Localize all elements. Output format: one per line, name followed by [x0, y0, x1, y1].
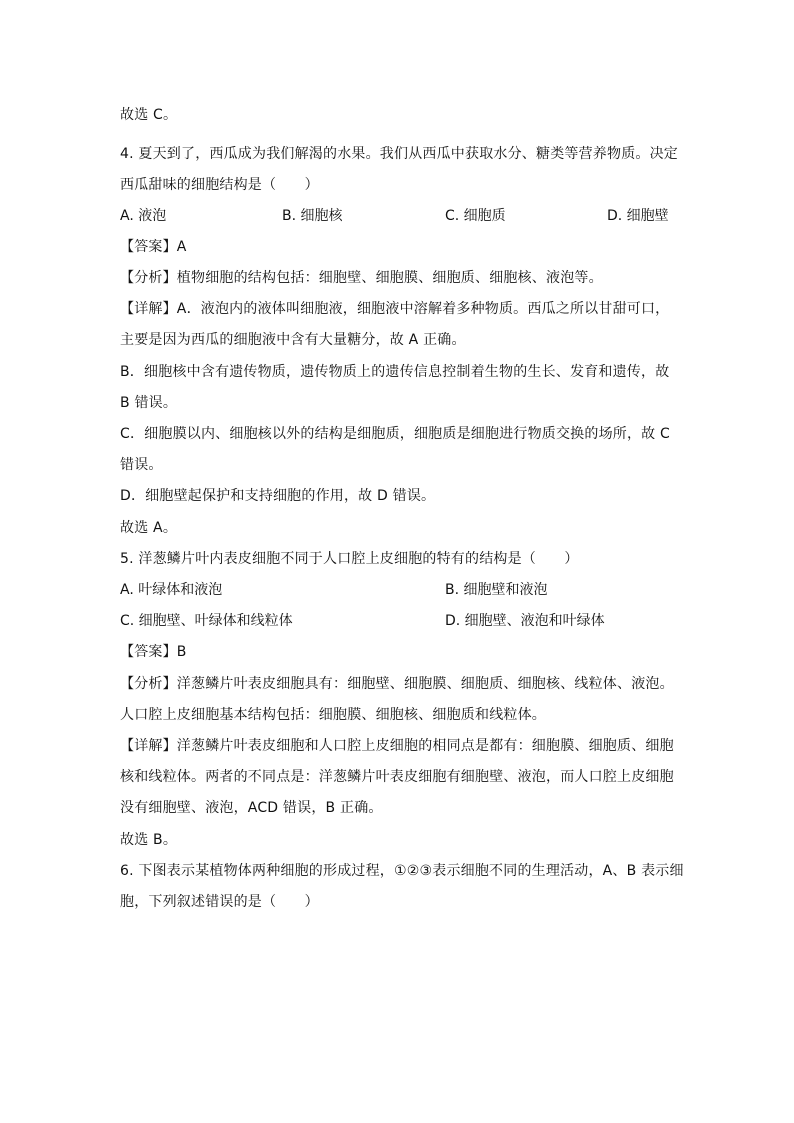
- q4-detail-line2: 主要是因为西瓜的细胞液中含有大量糖分，故 A 正确。: [120, 332, 466, 348]
- prev-conclusion: 故选 C。: [120, 107, 178, 123]
- q4-answer: 【答案】A: [120, 239, 187, 255]
- q5-option-c: C. 细胞壁、叶绿体和线粒体: [120, 613, 293, 629]
- q5-analysis-line2: 人口腔上皮细胞基本结构包括：细胞膜、细胞核、细胞质和线粒体。: [120, 707, 546, 723]
- q4-option-a: A. 液泡: [120, 208, 167, 224]
- q5-detail-line2: 核和线粒体。两者的不同点是：洋葱鳞片叶表皮细胞有细胞壁、液泡，而人口腔上皮细胞: [120, 769, 674, 785]
- q5-option-a: A. 叶绿体和液泡: [120, 582, 223, 598]
- q4-option-d: D. 细胞壁: [607, 208, 669, 224]
- q5-option-d: D. 细胞壁、液泡和叶绿体: [445, 613, 605, 629]
- q4-analysis: 【分析】植物细胞的结构包括：细胞壁、细胞膜、细胞质、细胞核、液泡等。: [120, 270, 603, 286]
- q5-detail-line1: 【详解】洋葱鳞片叶表皮细胞和人口腔上皮细胞的相同点是都有：细胞膜、细胞质、细胞: [120, 738, 674, 754]
- q5-analysis-line1: 【分析】洋葱鳞片叶表皮细胞具有：细胞壁、细胞膜、细胞质、细胞核、线粒体、液泡。: [120, 676, 674, 692]
- q4-detail-line4: B 错误。: [120, 395, 178, 411]
- q5-detail-line3: 没有细胞壁、液泡，ACD 错误，B 正确。: [120, 800, 383, 816]
- q4-detail-line1: 【详解】A．液泡内的液体叫细胞液，细胞液中溶解着多种物质。西瓜之所以甘甜可口，: [120, 301, 670, 317]
- q4-option-c: C. 细胞质: [445, 208, 506, 224]
- q4-stem-line2: 西瓜甜味的细胞结构是（ ）: [120, 177, 319, 193]
- q6-stem-line1: 6. 下图表示某植物体两种细胞的形成过程，①②③表示细胞不同的生理活动，A、B 表示细: [120, 863, 684, 879]
- q4-detail-line5: C．细胞膜以内、细胞核以外的结构是细胞质，细胞质是细胞进行物质交换的场所，故 C: [120, 426, 670, 442]
- q5-answer: 【答案】B: [120, 644, 187, 660]
- q4-stem-line1: 4. 夏天到了，西瓜成为我们解渴的水果。我们从西瓜中获取水分、糖类等营养物质。决定: [120, 146, 679, 162]
- q4-conclusion: 故选 A。: [120, 520, 178, 536]
- q6-stem-line2: 胞，下列叙述错误的是（ ）: [120, 894, 319, 910]
- q4-detail-line7: D．细胞壁起保护和支持细胞的作用，故 D 错误。: [120, 488, 436, 504]
- q5-conclusion: 故选 B。: [120, 832, 178, 848]
- q5-option-b: B. 细胞壁和液泡: [445, 582, 548, 598]
- q4-option-b: B. 细胞核: [282, 208, 343, 224]
- q5-stem: 5. 洋葱鳞片叶内表皮细胞不同于人口腔上皮细胞的特有的结构是（ ）: [120, 551, 579, 567]
- q4-detail-line3: B．细胞核中含有遗传物质，遗传物质上的遗传信息控制着生物的生长、发育和遗传，故: [120, 364, 670, 380]
- q4-detail-line6: 错误。: [120, 457, 163, 473]
